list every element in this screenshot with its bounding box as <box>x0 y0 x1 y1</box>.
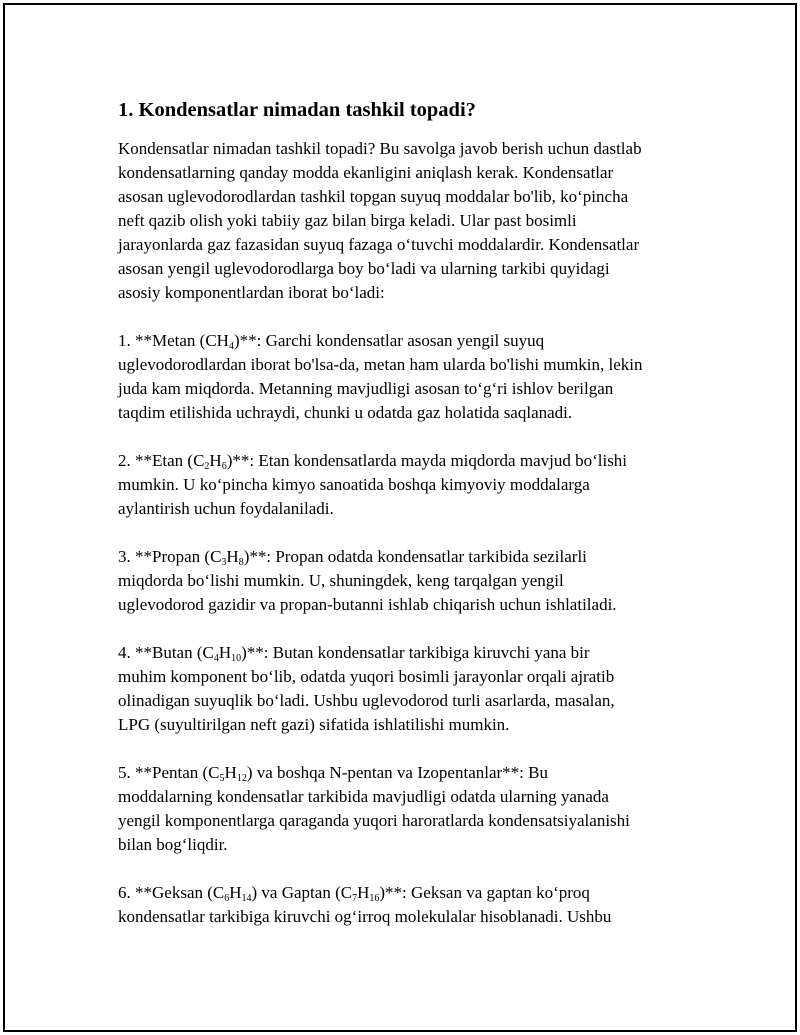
item-prefix: 3. **Propan (C <box>118 547 222 566</box>
text-line: kondensatlarning qanday modda ekanligini aniqlash kerak. Kondensatlar <box>118 163 614 182</box>
text-line: asosiy komponentlardan iborat bo‘ladi: <box>118 283 385 302</box>
text-line: aylantirish uchun foydalaniladi. <box>118 499 334 518</box>
text-line: asosan yengil uglevodorodlarga boy bo‘ladi va ularning tarkibi quyidagi <box>118 259 610 278</box>
subscript: 3 <box>221 557 227 568</box>
item-suffix: )**: Garchi kondensatlar asosan yengil suyuq <box>233 331 545 350</box>
text-line: bilan bog‘liqdir. <box>118 835 228 854</box>
list-item-pentan <box>118 761 698 857</box>
item-suffix: )**: Etan kondensatlarda mayda miqdorda mavjud bo‘lishi <box>226 451 628 470</box>
list-item-metan <box>118 329 698 425</box>
text-line: LPG (suyultirilgan neft gazi) sifatida ishlatilishi mumkin. <box>118 715 510 734</box>
subscript: 6 <box>224 893 230 904</box>
page-frame <box>3 3 797 1032</box>
subscript: 10 <box>231 653 242 664</box>
text-line <box>118 329 698 353</box>
text-line <box>118 545 698 569</box>
item-prefix: 2. **Etan (C <box>118 451 205 470</box>
subscript: 4 <box>213 653 219 664</box>
text-line: neft qazib olish yoki tabiiy gaz bilan birga keladi. Ular past bosimli <box>118 211 577 230</box>
text-line <box>118 449 698 473</box>
item-prefix: 5. **Pentan (C <box>118 763 220 782</box>
subscript: 14 <box>241 893 252 904</box>
text-line: juda kam miqdorda. Metanning mavjudligi asosan to‘g‘ri ishlov berilgan <box>118 379 614 398</box>
subscript: 4 <box>228 341 234 352</box>
text-line: Kondensatlar nimadan tashkil topadi? Bu savolga javob berish uchun dastlab <box>118 139 642 158</box>
text-line: uglevodorod gazidir va propan-butanni ishlab chiqarish uchun ishlatiladi. <box>118 595 617 614</box>
subscript: 7 <box>352 893 358 904</box>
text-line: kondensatlar tarkibiga kiruvchi og‘irroq molekulalar hisoblanadi. Ushbu <box>118 907 612 926</box>
formula-part: H <box>229 883 242 902</box>
text-line: asosan uglevodorodlardan tashkil topgan suyuq moddalar bo'lib, ko‘pincha <box>118 187 629 206</box>
section-heading: 1. Kondensatlar nimadan tashkil topadi? <box>118 99 476 121</box>
formula-part: H <box>224 763 237 782</box>
list-item-butan <box>118 641 698 737</box>
item-suffix: )**: Propan odatda kondensatlar tarkibida sezilarli <box>243 547 587 566</box>
text-line: mumkin. U ko‘pincha kimyo sanoatida boshqa kimyoviy moddalarga <box>118 475 590 494</box>
text-line: muhim komponent bo‘lib, odatda yuqori bosimli jarayonlar orqali ajratib <box>118 667 615 686</box>
item-suffix: )**: Butan kondensatlar tarkibiga kiruvchi yana bir <box>241 643 590 662</box>
text-line: miqdorda bo‘lishi mumkin. U, shuningdek, keng tarqalgan yengil <box>118 571 564 590</box>
text-line: uglevodorodlardan iborat bo'lsa-da, metan ham ularda bo'lishi mumkin, lekin <box>118 355 643 374</box>
subscript: 12 <box>236 773 247 784</box>
text-line: moddalarning kondensatlar tarkibida mavjudligi odatda ularning yanada <box>118 787 609 806</box>
text-line <box>118 881 698 905</box>
item-prefix: 6. **Geksan (C <box>118 883 225 902</box>
document-body <box>118 97 698 953</box>
formula-part: ) va Gaptan (C <box>251 883 353 902</box>
text-line: olinadigan suyuqlik bo‘ladi. Ushbu uglevodorod turli asarlarda, masalan, <box>118 691 615 710</box>
formula-part: H <box>226 547 239 566</box>
list-item-geksan-gaptan <box>118 881 698 929</box>
text-line: jarayonlarda gaz fazasidan suyuq fazaga o‘tuvchi moddalardir. Kondensatlar <box>118 235 640 254</box>
item-prefix: 4. **Butan (C <box>118 643 214 662</box>
text-line: taqdim etilishida uchraydi, chunki u odatda gaz holatida saqlanadi. <box>118 403 573 422</box>
formula-part: H <box>209 451 222 470</box>
subscript: 5 <box>219 773 225 784</box>
intro-paragraph <box>118 137 698 305</box>
subscript: 16 <box>369 893 380 904</box>
formula-part: H <box>357 883 370 902</box>
text-line: yengil komponentlarga qaraganda yuqori haroratlarda kondensatsiyalanishi <box>118 811 630 830</box>
text-line <box>118 641 698 665</box>
list-item-etan <box>118 449 698 521</box>
item-suffix: )**: Geksan va gaptan ko‘proq <box>379 883 590 902</box>
text-line <box>118 761 698 785</box>
formula-part: H <box>218 643 232 662</box>
subscript: 2 <box>204 461 210 472</box>
subscript: 6 <box>221 461 227 472</box>
item-prefix: 1. **Metan (CH <box>118 331 229 350</box>
subscript: 8 <box>238 557 244 568</box>
item-suffix: ) va boshqa N-pentan va Izopentanlar**: Bu <box>246 763 548 782</box>
list-item-propan <box>118 545 698 617</box>
